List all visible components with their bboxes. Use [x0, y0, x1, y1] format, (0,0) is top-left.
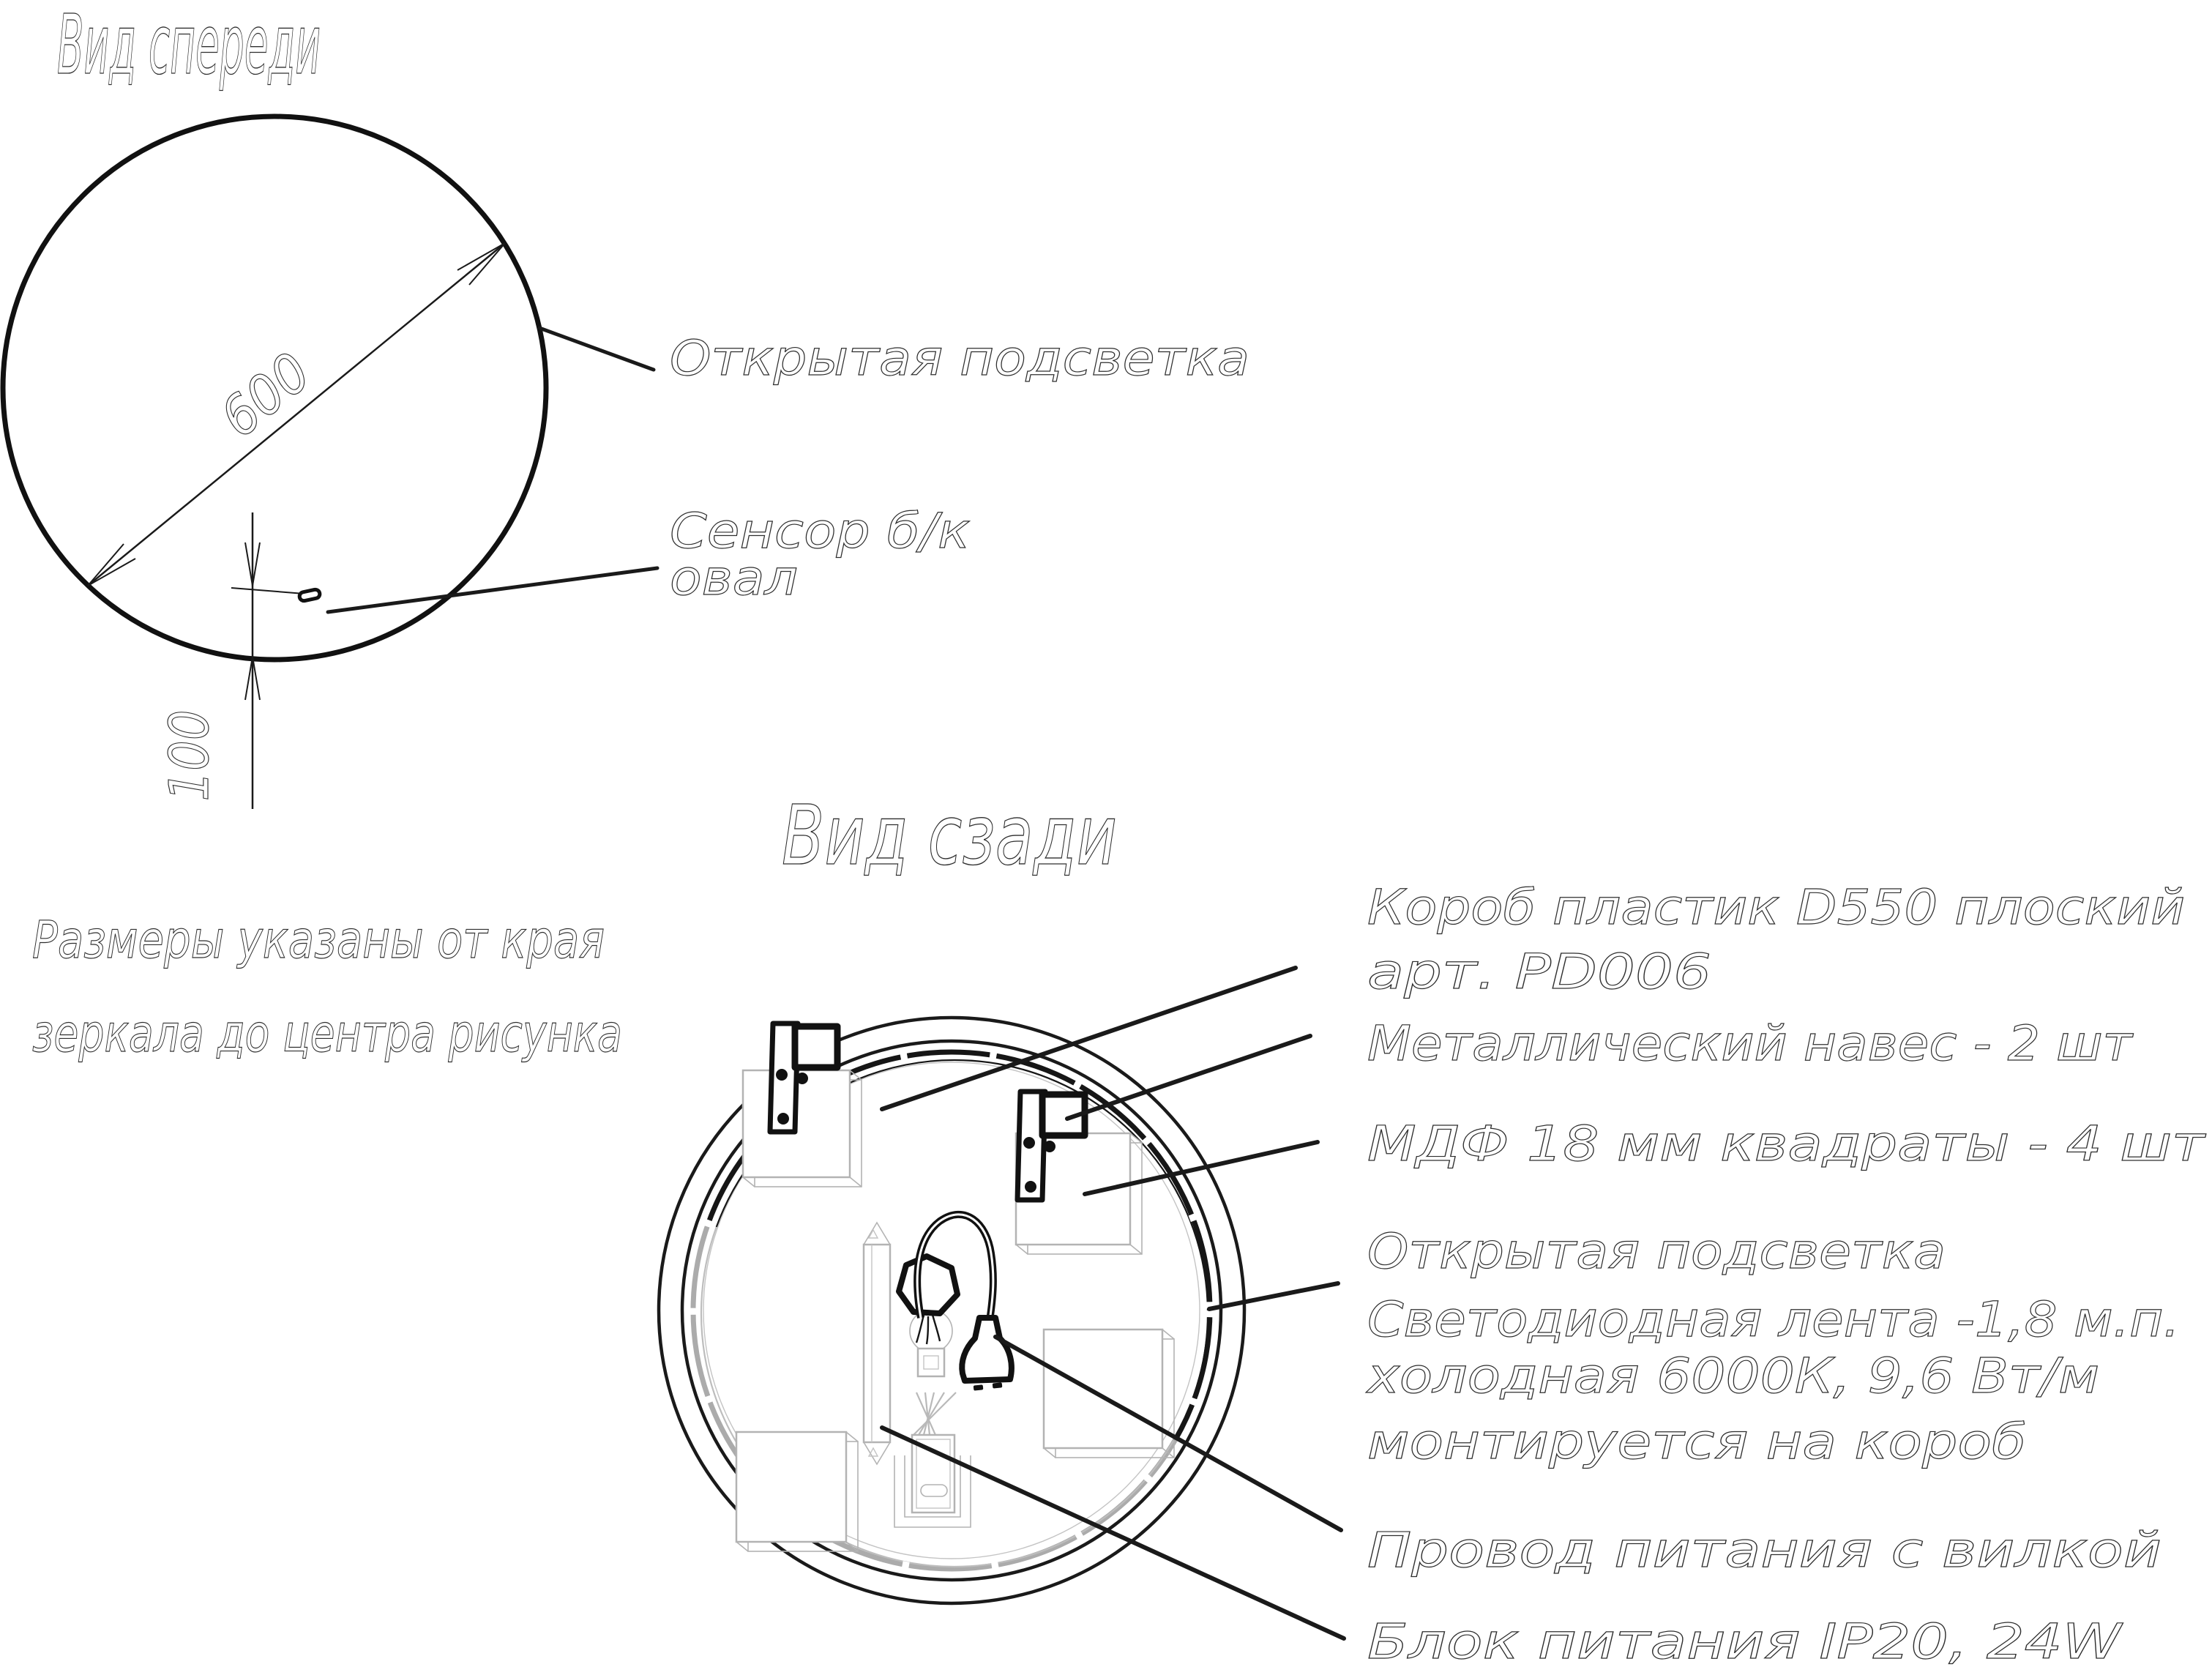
label-psu: Блок питания IP20, 24W: [1367, 1614, 2124, 1667]
back-view-title: Вид сзади: [782, 788, 1117, 884]
cord-connector-hexagon: [899, 1256, 957, 1313]
mdf-square-bottom-right: [1044, 1330, 1174, 1458]
sensor-oval: [299, 589, 321, 602]
leader-psu: [882, 1428, 1344, 1638]
sensor-back: [910, 1310, 952, 1376]
label-mdf: МДФ 18 мм квадраты - 4 шт: [1367, 1116, 2207, 1172]
front-view-drawing: [3, 0, 1249, 1064]
leader-box: [882, 968, 1296, 1109]
note-line1: Размеры указаны от края: [32, 910, 605, 970]
power-plug: [962, 1318, 1012, 1391]
plug-prong: [974, 1384, 984, 1390]
leader-led: [1209, 1283, 1338, 1309]
mdf-square-top-left: [743, 1070, 862, 1187]
offset-value: 100: [158, 698, 221, 802]
label-box-line2: арт. PD006: [1367, 944, 1711, 1000]
label-backlight-front: Открытая подсветка: [670, 330, 1249, 387]
label-box-line1: Короб пластик D550 плоский: [1367, 879, 2185, 936]
label-led-line2: Светодиодная лента -1,8 м.п.: [1367, 1291, 2180, 1348]
backlight-leader-line: [539, 328, 654, 370]
leader-hanger: [1067, 1036, 1310, 1119]
plug-prong: [993, 1382, 1003, 1388]
label-hanger: Металлический навес - 2 шт: [1367, 1015, 2134, 1072]
label-led-line3: холодная 6000К, 9,6 Вт/м: [1365, 1348, 2099, 1404]
front-view-title: Вид спереди: [57, 0, 321, 93]
diameter-value: 600: [209, 335, 329, 450]
label-sensor-line1: Сенсор б/к: [670, 503, 971, 559]
label-led-line1: Открытая подсветка: [1367, 1223, 1946, 1280]
sensor-leader-line: [328, 568, 657, 612]
note-line2: зеркала до центра рисунка: [32, 1004, 622, 1064]
back-view-drawing: [659, 788, 2207, 1667]
label-cord: Провод питания с вилкой: [1367, 1522, 2161, 1578]
diameter-dimension: [88, 243, 505, 586]
psu-wires: [913, 1392, 956, 1435]
label-led-line4: монтируется на короб: [1367, 1414, 2026, 1470]
power-supply-block: [894, 1392, 971, 1527]
mdf-square-bottom-left: [736, 1432, 858, 1551]
label-sensor-line2: овал: [670, 550, 798, 606]
